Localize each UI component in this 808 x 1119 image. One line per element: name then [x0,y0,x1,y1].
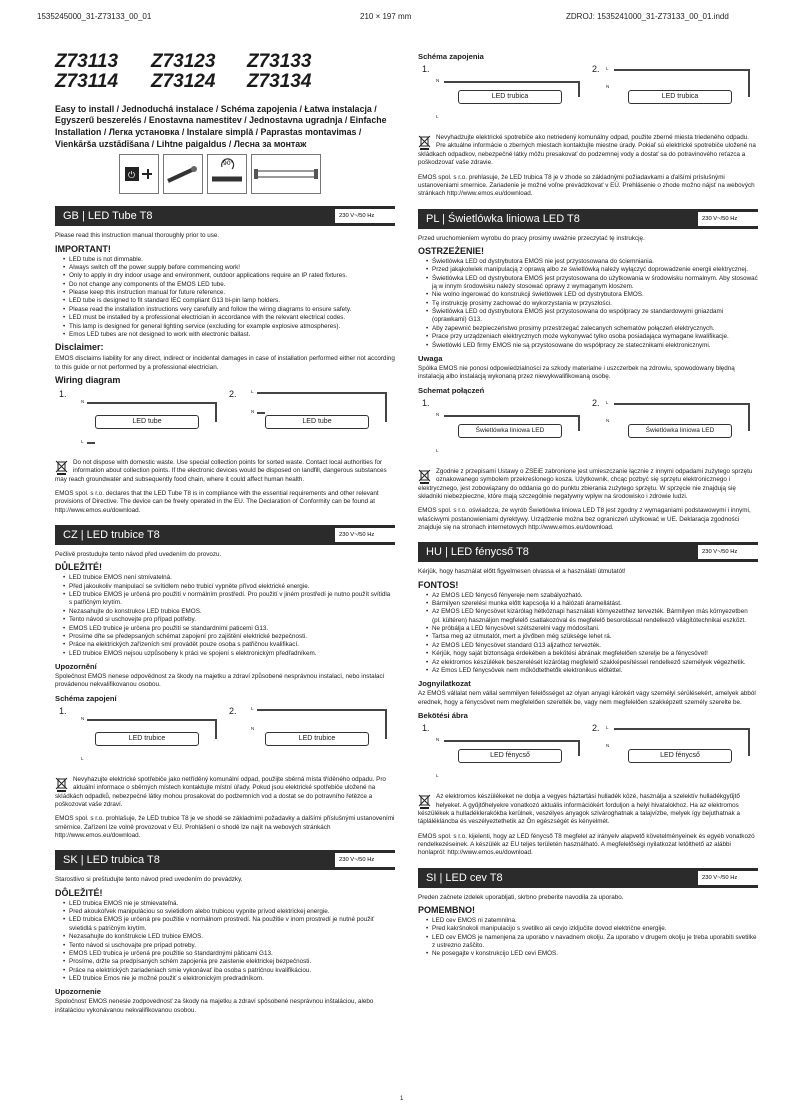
list-item: • LED must be installed by a professional electrician in accordance with the relevant electrical codes. [63,314,395,322]
list-item: • Prace przy urządzeniach elektrycznych może wykonywać tylko osoba posiadająca wymagane kwalifikacje. [426,333,758,341]
important-heading: IMPORTANT! [55,243,111,254]
live-label: L [251,705,254,711]
list-item: • Do not change any components of the EMOS LED tube. [63,281,395,289]
led-tube: LED trubice [265,732,369,746]
diagram-variant [225,389,385,453]
wiring-diagram [418,723,758,787]
waste-text: Nevyhadzujte elektrické spotrebiče ako netriedený komunálny odpad, použite zberné miesta triedeného odpadu. Pre aktuálne informácie o zberných miestach kontaktujte miestne úrady. Pokiaľ sú elektrické spotrebiče uložené na skládkach odpadkov, nebezpečné látky môžu presakovať do podzemnej vody a dostať sa do potravinového reťazca a poškodzovať vaše zdravie. [418,134,756,167]
list-item: • LED cev EMOS je namenjena za uporabo v navadnem okolju. Za uporabo v drugem okolju je treba uporabiti svetilke z ustrezno zaščito. [426,934,758,951]
list-item: • Świetlówka LED od dystrybutora EMOS jest przystosowana do użytkowania w środowisku normalnym. Aby stosować ją w innym środowisku należy stosować oprawy z wymaganym kloszem. [426,275,758,292]
waste-notice [418,468,758,501]
live-label: L [436,773,439,779]
header-file-right: ZDROJ: 1535241000_31-Z73133_00_01.indd [566,12,729,21]
list-item: • Az EMOS LED fénycsövet standard G13 aljzathoz tervezték. [426,642,758,650]
model-code: Z73133 [247,51,312,72]
important-heading: OSTRZEŻENIE! [418,245,485,256]
install-subtitle: Easy to install / Jednoduchá instalace / Schéma zapojenia / Łatwa instalacja / Egyszerű beszerelés / Enostavna namestitev / Jednostavna ugradnja / Einfache Installation / Легка установка / Instalare simplă / Paprastas montavimas / Vienkārša uzstādīšana / Lihtne paigaldus / Лесна за монтаж [55,103,387,149]
list-item: • Nie wolno ingerować do konstrukcji świetlówek LED od dystrybutora EMOS. [426,291,758,299]
important-list [63,900,395,984]
live-label: L [436,114,439,120]
led-tube: Świetlówka liniowa LED [458,424,562,438]
important-list [426,258,758,350]
list-item: • Aby zapewnić bezpieczeństwo prosimy przestrzegać zalecanych schematów połączeń elektrycznych. [426,325,758,333]
waste-notice [55,776,395,809]
list-item: • Tę instrukcję prosimy zachować do wykorzystania w przyszłości. [426,300,758,308]
section-title: SI | LED cev T8 [426,871,503,884]
disclaimer-text: Az EMOS vállalat nem vállal semmilyen felelősséget az olyan anyagi károkért vagy személyi sérülésekért, amelyek abból erednek, hogy a fénycsövet nem megfelelően szerelték be, vagy nem megfelelően szakképzett személy szerelte be. [418,690,756,706]
wire [215,719,217,739]
diagram-number: 2. [592,397,600,408]
list-item: • Tartsa meg az útmutatót, mert a jövőben még szüksége lehet rá. [426,633,758,641]
list-item: • EMOS LED trubice je určena pro použití se standardními paticemi G13. [63,625,395,633]
voltage-label: 230 V~/50 Hz [335,528,395,542]
list-item: • Please read the installation instructions very carefully and follow the wiring diagrams to ensure safety. [63,306,395,314]
disclaimer-text: Spółka EMOS nie ponosi odpowiedzialności za szkody materialne i uszczerbek na zdrowiu, spowodowany błędną instalacją albo instalacją wykonaną przez niewykwalifikowaną osobę. [418,364,735,381]
diagram-variant [418,723,578,787]
declaration-text: EMOS spol. s r.o. oświadcza, że wyrób Świetlówka liniowa LED T8 jest zgodny z wymaganiami podstawowymi i innymi, właściwymi postanowieniami dyrektywy. Urządzenie można bez ograniczeń użytkować w UE. Deklaracja zgodności znajduje się na stronach internetowych http://www.emos.eu/download. [418,507,751,531]
disclaimer-text: Spoločnosť EMOS nenesie zodpovednosť za škody na majetku a zdraví spôsobené nesprávnou inštaláciou, alebo inštaláciou vykonávanou nekvalifikovanou osobou. [55,998,374,1014]
rotate-tube-icon [207,154,247,194]
crossed-bin-icon [418,469,431,484]
led-tube: LED fénycső [628,749,732,763]
waste-notice [418,134,758,167]
section-title: PL | Świetlówka liniowa LED T8 [426,212,580,225]
declaration-text: EMOS spol. s r.o. prohlašuje, že LED trubice T8 je ve shodě se základními požadavky a dalšími příslušnými ustanoveními směrnice. Zařízení lze volně provozovat v EU. Prohlášení o shodě lze najít na webových stránkách http://www.emos.eu/download. [55,815,395,840]
important-heading: POMEMBNO! [418,905,475,916]
wiring-heading: Wiring diagram [55,374,121,385]
diagram-number: 1. [422,397,430,408]
led-tube: LED tube [95,415,199,429]
diagram-variant [225,706,385,770]
list-item: • LED trubice EMOS je určená pro použití v normálním prostředí. Pro použití v jiném prostředí je nutno použít svítidla s patřičným krytím. [63,591,395,608]
wire [257,392,385,394]
list-item: • Prosíme, držte sa predpísaných schém zapojenia pre zaistenie elektrickej bezpečnosti. [63,958,395,966]
live-label: L [81,755,84,761]
wire [614,403,748,405]
wire [215,402,217,422]
diagram-number: 1. [422,64,430,75]
wiring-heading: Schéma zapojenia [418,52,484,61]
wire [257,709,385,711]
declaration-text: EMOS spol. s r.o. declares that the LED Tube T8 is in compliance with the essential requirements and other relevant provisions of Directive. The device can be freely operated in the EU. The Declaration of Conformity can be found at http://www.emos.eu/download. [55,489,379,514]
header-file-left: 1535245000_31-Z73133_00_01 [37,12,152,21]
list-item: • LED trubice EMOS nejsou uzpůsobeny k práci ve spojení s elektronickým předřadníkem. [63,650,395,658]
wire [257,412,265,414]
list-item: • Ne próbálja a LED fénycsövet szétszerelni vagy módosítani. [426,625,758,633]
list-item: • Kérjük, hogy saját biztonsága érdekében a bekötési ábrának megfelelően szerelje be a fénycsövet! [426,650,758,658]
list-item: • Tento návod si uschovajte pre prípad potreby. [63,942,395,950]
list-item: • Pred kakršnokoli manipulacijo s svetilko ali cevjo izključite dovod električne energije. [426,925,758,933]
diagram-variant [418,64,578,128]
intro-text: Preden začnete izdelek uporabljati, skrbno preberite navodila za uporabo. [418,893,624,901]
waste-notice [55,459,395,484]
list-item: • Před jakoukoliv manipulací se svítidlem nebo trubicí vypněte přívod elektrické energie. [63,583,395,591]
section-title: GB | LED Tube T8 [63,210,153,223]
waste-text: Az elektromos készülékeket ne dobja a vegyes háztartási hulladék közé, használja a szelektív hulladékgyűjtő helyeket. A gyűjtőhelyekre vonatkozó aktuális információkért forduljon a helyi hivatalokhoz. Ha az elektromos készülékek a hulladéklerakókba kerülnek, veszélyes anyagok szivároghatnak a talajvízbe, melyek így bejuthatnak a táplálékláncba és veszélyeztethetik az Ön egészségét és kényelmét. [418,793,741,826]
section-bar-cz [55,525,395,545]
list-item: • Please keep this instruction manual for future reference. [63,289,395,297]
wiring-heading: Bekötési ábra [418,711,468,721]
list-item: • LED tube is designed to fit standard IEC compliant G13 bi-pin lamp holders. [63,297,395,305]
list-item: • Emos LED tubes are not designed to work with electronic ballast. [63,331,395,339]
section-title: SK | LED trubica T8 [63,854,160,867]
live-label: L [436,447,439,453]
wiring-diagram [55,389,395,453]
section-title: HU | LED fénycső T8 [426,546,529,559]
section-bar-sk [55,850,395,870]
important-heading: FONTOS! [418,579,459,590]
section-bar-si [418,868,758,888]
power-off-icon [119,154,159,194]
diagram-variant [55,389,215,453]
important-list [63,256,395,340]
wire [385,709,387,739]
disclaimer-text: EMOS disclaims liability for any direct, indirect or incidental damages in case of installation performed either not according to this guide or not performed by a professional electrician. [55,355,395,371]
neutral-label: N [81,398,85,404]
intro-text: Pečlivě prostudujte tento návod před uvedením do provozu. [55,551,222,559]
neutral-label: N [606,417,610,423]
diagram-number: 2. [592,64,600,75]
voltage-label: 230 V~/50 Hz [335,209,395,223]
led-tube: LED fénycső [458,749,562,763]
important-list [426,917,758,959]
wire [385,392,387,422]
waste-notice [418,793,758,826]
list-item: • Prosíme dřte se předepsaných schémat zapojení pro zajištění elektrické bezpečnosti. [63,633,395,641]
important-heading: DÔLEŽITÉ! [55,887,103,898]
intro-text: Przed uruchomieniem wyrobu do pracy prosimy uważnie przeczytać tę instrukcję. [418,234,645,242]
wiring-heading: Schéma zapojení [55,693,117,703]
disclaimer-heading: Upozornenie [55,987,101,997]
voltage-label: 230 V~/50 Hz [698,545,758,559]
declaration-text: EMOS spol. s r.o. prehlasuje, že LED trubica T8 je v zhode so základnými požiadavkami a ďalšími príslušnými ustanoveniami smernice. Zariadenie je možné voľne prevádzkovať v EÚ. Prehlásenie o zhode možno nájsť na webových stránkach http://www.emos.eu/download. [418,173,755,198]
diagram-number: 1. [59,388,67,399]
declaration-text: EMOS spol. s r.o. kijelenti, hogy az LED fénycső T8 megfelel az irányelv alapvető követelményeinek és egyéb vonatkozó rendelkezéseinek. A készülék az EU teljes területén használható. A megfelelőségi nyilatkozat letölthető az alábbi honlapról: http://www.emos.eu/download. [418,832,755,857]
diagram-variant [588,723,748,787]
diagram-number: 2. [592,723,600,734]
list-item: • LED tube is not dimmable. [63,256,395,264]
live-label: L [606,725,609,731]
list-item: • Przed jakąkolwiek manipulacją z oprawą albo ze świetlówką należy wyłączyć doprowadzenie energii elektrycznej. [426,266,758,274]
led-tube: LED trubica [458,90,562,104]
voltage-label: 230 V~/50 Hz [335,853,395,867]
page-number: 1 [400,1096,404,1102]
list-item: • Bármilyen szerelési munka előtt kapcsolja ki a hálózati áramellátást. [426,600,758,608]
diagram-variant [55,706,215,770]
wiring-diagram [418,64,758,128]
diagram-number: 2. [229,388,237,399]
model-code: Z73124 [151,70,216,92]
led-tube: LED tube [265,415,369,429]
list-item: • LED trubica EMOS je určená pre použitie v normálnom prostredí. Na použitie v inom prostredí je nutné použiť svietidlá s patričným krytím. [63,916,395,933]
svg-text:⏻: ⏻ [128,171,136,182]
header-size: 210 × 197 mm [360,12,412,21]
model-list [55,52,395,92]
wire [444,415,578,417]
disclaimer-heading: Uwaga [418,353,443,363]
wire [578,740,580,756]
right-column [418,52,758,959]
intro-text: Starostlivo si preštudujte tento návod pred uvedením do prevádzky. [55,876,243,884]
wire [748,403,750,431]
mounted-tube-icon [251,154,321,194]
list-item: • Only to apply in dry indoor usage and environment, outdoor applications require an IP rated fixtures. [63,272,395,280]
diagram-variant [588,398,748,462]
diagram-variant [588,64,748,128]
disclaimer-text: Společnost EMOS nenese odpovědnost za škody na majetku a zdraví způsobené nesprávnou instalací, nebo instalací provádenou nekvalifikovanou osobou. [55,673,385,689]
live-label: L [251,388,254,394]
wire [578,415,580,431]
important-heading: DŮLEŽITÉ! [55,562,102,573]
disclaimer-heading: Disclaimer: [55,342,104,353]
neutral-label: N [436,737,440,743]
list-item: • Az EMOS LED fénycső fényereje nem szabályozható. [426,592,758,600]
list-item: • Nezasahujte do konstrukce LED trubice EMOS. [63,608,395,616]
section-bar-pl [418,209,758,229]
disclaimer-heading: Jognyilatkozat [418,679,471,689]
wire [87,719,215,721]
crossed-bin-icon [418,135,431,150]
list-item: • This lamp is designed for general lighting service (excluding for example explosive atmospheres). [63,323,395,331]
wire [614,69,748,71]
list-item: • Práce na elektrických zariadeniach smie vykonávať iba osoba s patričnou kvalifikáciou. [63,967,395,975]
wire [87,402,215,404]
section-title: CZ | LED trubice T8 [63,529,160,542]
list-item: • Świetlówka LED od dystrybutora EMOS nie jest przystosowana do ściemniania. [426,258,758,266]
list-item: • LED cev EMOS ni zatemnilna. [426,917,758,925]
list-item: • LED trubice EMOS není stmívatelná. [63,574,395,582]
voltage-label: 230 V~/50 Hz [698,871,758,885]
wire [444,81,578,83]
wire [614,728,748,730]
neutral-label: N [436,78,440,84]
remove-tube-icon [163,154,203,194]
wire [578,81,580,97]
list-item: • Tento návod si uschovejte pro případ potřeby. [63,616,395,624]
list-item: • Nezasahujte do konštrukcie LED trubice EMOS. [63,933,395,941]
crossed-bin-icon [55,460,68,475]
neutral-label: N [606,84,610,90]
model-code: Z73113 [55,51,119,72]
list-item: • Az Emos LED fénycsövek nem működtethetők elektronikus előtéttel. [426,667,758,675]
neutral-label: N [81,715,85,721]
left-column [55,52,395,1017]
important-list [426,592,758,676]
intro-text: Please read this instruction manual thoroughly prior to use. [55,232,220,240]
wiring-diagram [418,398,758,462]
led-tube: LED trubice [95,732,199,746]
waste-text: Zgodnie z przepisami Ustawy o ZSEiE zabronione jest umieszczanie łącznie z innymi odpadami zużytego sprzętu oznakowanego symbolem przekreślonego kosza. Użytkownik, chcąc pozbyć się sprzętu elektronicznego i elektrycznego, jest zobowiązany do oddania go do punktu zbierania zużytego sprzętu. W sprzęcie nie znajdują się składniki niebezpieczne, które mają szczególnie negatywny wpływ na środowisko i zdrowie ludzi. [418,467,753,500]
waste-text: Do not dispose with domestic waste. Use special collection points for sorted waste. Contact local authorities for information about collection points. If the electronic devices would be disposed on landfill, dangerous substances may reach groundwater and subsequently food chain, where it could affect human health. [55,458,387,483]
section-bar-gb [55,206,395,226]
neutral-label: N [251,408,255,414]
list-item: • Ne posegajte v konstrukcijo LED cevi EMOS. [426,950,758,958]
led-tube: Świetlówka liniowa LED [628,424,732,438]
neutral-label: N [436,411,440,417]
svg-text:90°: 90° [223,160,234,168]
wire [87,442,95,444]
list-item: • LED trubice Emos nie je možné použiť s elektronickým predradníkom. [63,975,395,983]
crossed-bin-icon [418,794,431,809]
list-item: • EMOS LED trubica je určená pre použitie so štandardnými päticami G13. [63,950,395,958]
led-tube: LED trubica [628,90,732,104]
list-item: • Świetlówki LED firmy EMOS nie są przystosowane do współpracy ze statecznikami elektronicznymi. [426,342,758,350]
list-item: • Práce na elektrických zařízeních smí provádět pouze osoba s patřičnou kvalifikací. [63,641,395,649]
crossed-bin-icon [55,777,68,792]
list-item: • LED trubica EMOS nie je stmievateľná. [63,900,395,908]
section-bar-hu [418,542,758,562]
model-code: Z73114 [55,70,119,92]
model-code: Z73123 [151,51,216,72]
waste-text: Nevyhazujte elektrické spotřebiče jako netříděný komunální odpad, použijte sběrná místa tříděného odpadu. Pro aktuální informace o sběrných místech kontaktujte místní úřady. Pokud jsou elektrické spotřebiče uložené na skládkách odpadků, nebezpečné látky mohou prosakovat do podzemních vod a dostat se do potravního řetězce a poškozovat vaše zdraví. [55,775,386,808]
wire [748,69,750,97]
disclaimer-heading: Upozornění [55,661,97,671]
wiring-diagram [55,706,395,770]
list-item: • Always switch off the power supply before commencing work! [63,264,395,272]
list-item: • Pred akoukoľvek manipuláciou so svietidlom alebo trubicou vypnite prívod elektrickej energie. [63,908,395,916]
neutral-label: N [606,743,610,749]
diagram-number: 1. [422,723,430,734]
live-label: L [606,399,609,405]
list-item: • Świetlówka LED od dystrybutora EMOS jest przystosowana do współpracy ze standardowymi gniazdami (oprawkami) G13. [426,308,758,325]
diagram-number: 2. [229,705,237,716]
wiring-heading: Schemat połączeń [418,385,485,395]
install-icons [55,154,395,196]
list-item: • Az elektromos készülékek beszerelését kizárólag megfelelő szakképesítéssel rendelkező személyek végezhetik. [426,659,758,667]
diagram-variant [418,398,578,462]
model-code: Z73134 [247,70,312,92]
wire [444,740,578,742]
live-label: L [606,66,609,72]
diagram-number: 1. [59,705,67,716]
voltage-label: 230 V~/50 Hz [698,212,758,226]
important-list [63,574,395,658]
live-label: L [81,438,84,444]
list-item: • Az EMOS LED fénycsövet kizárólag hétköznapi használati környezetthez tervezték. Bármilyen más környezetben (pl. kültéren) használjon megfelelő csatlakozóval és megfelelő besorolással rendelkező világítótechnikai eszközt. [426,608,758,625]
wire [748,728,750,756]
neutral-label: N [251,725,255,731]
intro-text: Kérjük, hogy használat előtt figyelmesen olvassa el a használati útmutatót! [418,568,626,576]
